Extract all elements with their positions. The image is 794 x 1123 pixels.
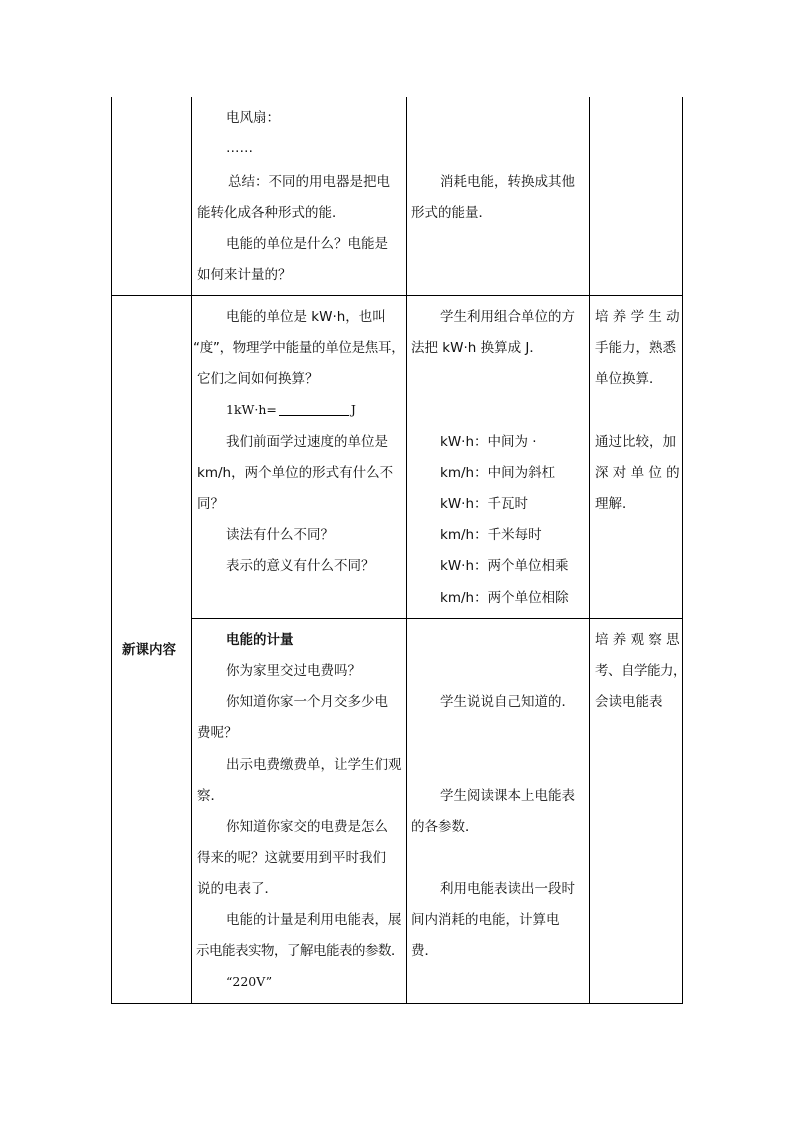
row3-intent-text-3: 会读电能表 bbox=[595, 694, 663, 710]
formula-left: 1kW·h= bbox=[226, 402, 277, 417]
row3-text-9: 说的电表了． bbox=[197, 881, 278, 897]
row2-intent-text-4: 通过比较，加 bbox=[595, 434, 676, 450]
row3-intent-text-1: 培 养 观 察 思 bbox=[595, 632, 680, 648]
row2-intent-text-2: 手能力，熟悉 bbox=[595, 340, 676, 356]
row3-text-10: 电能的计量是利用电能表，展 bbox=[226, 912, 402, 928]
row2-student-text-8: km/h：两个单位相除 bbox=[440, 590, 569, 606]
row1-text-4: 能转化成各种形式的能． bbox=[197, 205, 346, 221]
row3-text-4: 费呢？ bbox=[197, 725, 238, 741]
table-border-right bbox=[682, 97, 683, 1004]
row2-intent-text-3: 单位换算． bbox=[595, 371, 663, 387]
table-row-divider-1 bbox=[111, 295, 683, 296]
row1-text-6: 如何来计量的？ bbox=[197, 267, 292, 283]
row2-conversion-formula bbox=[226, 400, 356, 420]
formula-unit: J bbox=[350, 402, 356, 417]
table-divider-col3 bbox=[589, 97, 590, 1004]
row2-text-5: 我们前面学过速度的单位是 bbox=[226, 434, 388, 450]
row3-student-text-1: 学生说说自己知道的． bbox=[440, 694, 575, 710]
row3-heading: 电能的计量 bbox=[226, 632, 294, 648]
row1-text-1: 电风扇： bbox=[226, 110, 280, 126]
row3-student-text-3: 的各参数． bbox=[411, 819, 479, 835]
row1-text-5: 电能的单位是什么？电能是 bbox=[226, 236, 388, 252]
table-row-divider-2 bbox=[191, 618, 683, 619]
row2-text-7: 同？ bbox=[197, 496, 224, 512]
row2-student-text-5: kW·h：千瓦时 bbox=[440, 496, 529, 512]
row2-text-9: 表示的意义有什么不同？ bbox=[226, 558, 375, 574]
table-divider-col2 bbox=[406, 97, 407, 1004]
row3-text-6: 察． bbox=[197, 788, 224, 804]
row3-text-5: 出示电费缴费单，让学生们观 bbox=[226, 757, 402, 773]
row3-intent-text-2: 考、自学能力， bbox=[595, 663, 686, 679]
row2-student-text-6: km/h：千米每时 bbox=[440, 527, 542, 543]
row3-student-text-5: 间内消耗的电能，计算电 bbox=[411, 912, 560, 928]
table-divider-col1 bbox=[191, 97, 192, 1004]
row2-student-text-7: kW·h：两个单位相乘 bbox=[440, 558, 569, 574]
row3-text-7: 你知道你家交的电费是怎么 bbox=[226, 819, 388, 835]
row3-text-8: 得来的呢？这就要用到平时我们 bbox=[197, 850, 386, 866]
row1-student-text-2: 形式的能量． bbox=[411, 205, 492, 221]
row2-text-6: km/h，两个单位的形式有什么不 bbox=[197, 465, 394, 481]
row3-text-2: 你为家里交过电费吗？ bbox=[226, 663, 361, 679]
row3-student-text-4: 利用电能表读出一段时 bbox=[440, 881, 575, 897]
row3-text-11: 示电能表实物，了解电能表的参数． bbox=[196, 943, 404, 959]
row2-text-3: 它们之间如何换算？ bbox=[197, 371, 319, 387]
row1-student-text-1: 消耗电能，转换成其他 bbox=[440, 174, 575, 190]
table-border-bottom bbox=[111, 1003, 683, 1004]
row2-intent-text-5: 深 对 单 位 的 bbox=[595, 465, 680, 481]
row2-student-text-4: km/h：中间为斜杠 bbox=[440, 465, 556, 481]
row3-student-text-6: 费． bbox=[411, 943, 438, 959]
answer-blank bbox=[279, 401, 349, 416]
row1-text-2: …… bbox=[226, 140, 253, 156]
section-label: 新课内容 bbox=[122, 642, 176, 658]
row2-text-1: 电能的单位是 kW·h，也叫 bbox=[226, 309, 386, 325]
row3-text-12: “220V” bbox=[226, 974, 273, 989]
row2-student-text-3: kW·h：中间为 · bbox=[440, 434, 537, 450]
row2-intent-text-1: 培 养 学 生 动 bbox=[595, 309, 680, 325]
row3-student-text-2: 学生阅读课本上电能表 bbox=[440, 788, 575, 804]
row3-text-3: 你知道你家一个月交多少电 bbox=[226, 694, 388, 710]
table-border-left bbox=[111, 97, 112, 1004]
row1-text-3: 总结：不同的用电器是把电 bbox=[228, 174, 390, 190]
row2-text-2: “度”，物理学中能量的单位是焦耳， bbox=[193, 340, 405, 356]
row2-student-text-2: 法把 kW·h 换算成 J． bbox=[411, 340, 543, 356]
row2-text-8: 读法有什么不同？ bbox=[226, 527, 334, 543]
row2-intent-text-6: 理解． bbox=[595, 496, 636, 512]
row2-student-text-1: 学生利用组合单位的方 bbox=[440, 309, 575, 325]
